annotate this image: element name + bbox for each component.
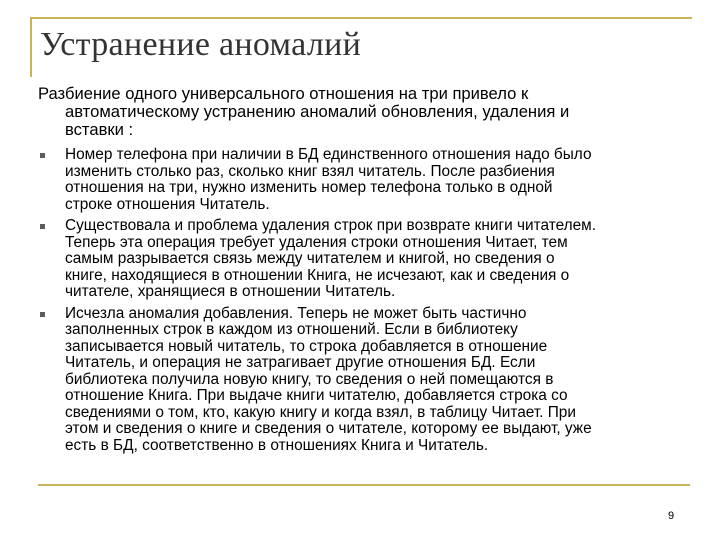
square-bullet-icon <box>40 153 45 158</box>
bullet-line: отношение Книга. При выдаче книги читателю, добавляется строка со <box>65 387 568 404</box>
bullet-line: самым разрывается связь между читателем и книгой, но сведения о <box>65 250 555 267</box>
bullet-line: Существовала и проблема удаления строк при возврате книги читателем. <box>65 217 597 234</box>
footer-rule <box>38 484 690 486</box>
intro-line: автоматическому устранению аномалий обновления, удаления и <box>65 102 570 121</box>
bullet-item-insertion <box>38 306 698 455</box>
intro-paragraph <box>38 85 688 139</box>
bullet-line: Теперь эта операция требует удаления строки отношения Читает, тем <box>65 233 568 251</box>
bullet-line: Исчезла аномалия добавления. Теперь не может быть частично <box>65 304 527 322</box>
intro-line: вставки : <box>65 120 134 139</box>
slide-title: Устранение аномалий <box>40 26 362 63</box>
title-frame-left-rule <box>30 17 32 77</box>
page-number: 9 <box>668 510 675 522</box>
bullet-line: отношения на три, нужно изменить номер телефона только в одной <box>65 179 553 196</box>
bullet-line: библиотека получила новую книгу, то сведения о ней помещаются в <box>65 370 554 388</box>
intro-line: Разбиение одного универсального отношения на три привело к <box>38 84 529 103</box>
title-frame-top-rule <box>30 17 692 19</box>
square-bullet-icon <box>40 224 45 229</box>
bullet-line: читателе, хранящиеся в отношении Читатель. <box>65 283 396 300</box>
bullet-item-phone <box>38 147 698 213</box>
bullet-line: Номер телефона при наличии в БД единственного отношения надо было <box>65 146 592 163</box>
square-bullet-icon <box>40 312 45 317</box>
bullet-list <box>38 147 698 459</box>
bullet-line: есть в БД, соответственно в отношениях Книга и Читатель. <box>65 436 489 454</box>
bullet-line: изменить столько раз, сколько книг взял читатель. После разбиения <box>65 162 555 180</box>
bullet-item-deletion <box>38 218 698 301</box>
bullet-line: книге, находящиеся в отношении Книга, не исчезают, как и сведения о <box>65 266 570 284</box>
bullet-line: записывается новый читатель, то строка добавляется в отношение <box>65 337 548 355</box>
bullet-line: Читатель, и операция не затрагивает другие отношения БД. Если <box>65 354 536 371</box>
bullet-line: этом и сведения о книге и сведения о читателе, которому ее выдают, уже <box>65 420 592 437</box>
bullet-line: строке отношения Читатель. <box>65 195 270 213</box>
bullet-line: сведениями о том, кто, какую книгу и когда взял, в таблицу Читает. При <box>65 403 576 421</box>
bullet-line: заполненных строк в каждом из отношений. Если в библиотеку <box>65 321 518 338</box>
